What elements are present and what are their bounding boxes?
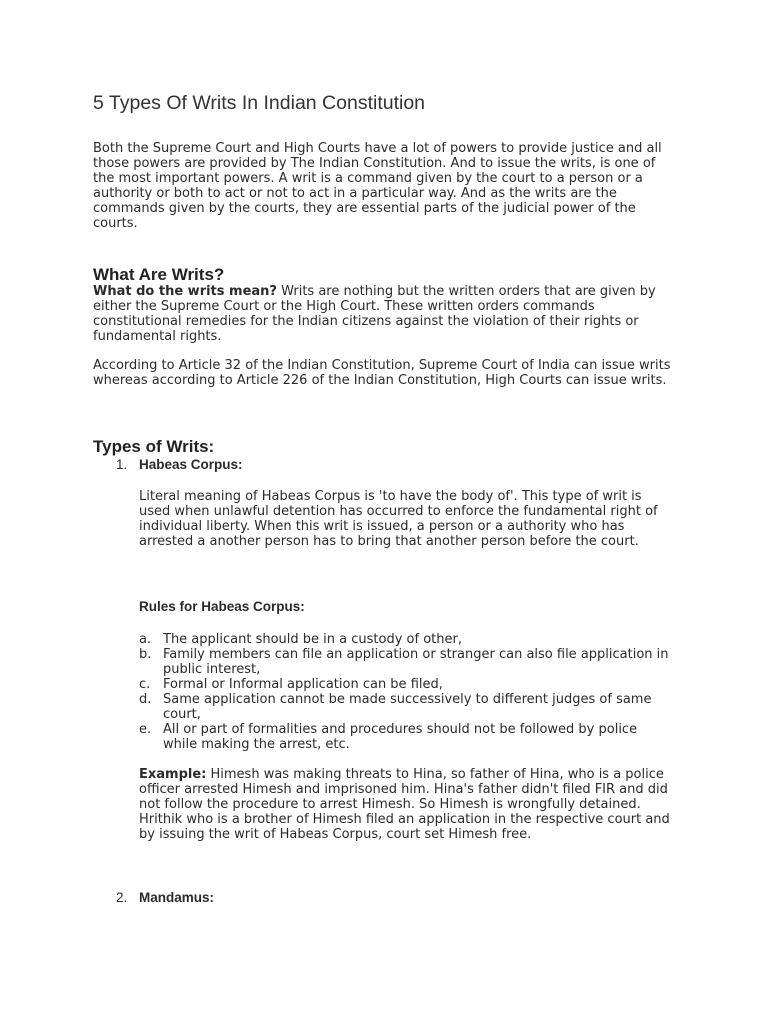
example-paragraph (139, 767, 671, 842)
writs-meaning-text: Writs are nothing but the written orders that are given by either the Supreme Court or the High Court. These written orders commands constitutional remedies for the Indian citizens against the violation of their rights or fundamental rights. (93, 284, 656, 344)
list-item-habeas-corpus (116, 457, 243, 472)
rules-list (116, 632, 671, 752)
writs-meaning-label: What do the writs mean? (93, 284, 277, 299)
rules-heading: Rules for Habeas Corpus: (139, 599, 305, 614)
example-label: Example: (139, 767, 207, 782)
list-item: e. All or part of formalities and procedures should not be followed by police while making the arrest, etc. (139, 722, 638, 752)
habeas-meaning-paragraph: Literal meaning of Habeas Corpus is 'to have the body of'. This type of writ is used when unlawful detention has occurred to enforce the fundamental right of individual liberty. When this writ is issued, a person or a authority who has arrested a another person has to bring that another person before the court. (139, 489, 658, 549)
section-heading-what-are-writs: What Are Writs? (93, 265, 225, 284)
article-paragraph: According to Article 32 of the Indian Constitution, Supreme Court of India can issue writs whereas according to Article 226 of the Indian Constitution, High Courts can issue writs. (93, 358, 671, 388)
intro-paragraph: Both the Supreme Court and High Courts have a lot of powers to provide justice and all those powers are provided by The Indian Constitution. And to issue the writs, is one of the most important powers. A writ is a command given by the court to a person or a authority or both to act or not to act in a particular way. And as the writs are the commands given by the courts, they are essential parts of the judicial power of the courts. (93, 141, 662, 231)
list-item: a. The applicant should be in a custody of other, (139, 632, 462, 647)
list-item-number: 1. (116, 457, 128, 472)
writs-meaning-paragraph (93, 284, 678, 344)
list-item: d. Same application cannot be made successively to different judges of same court, (139, 692, 652, 722)
list-item: b. Family members can file an application or stranger can also file application in public interest, (139, 647, 669, 677)
list-item-mandamus (116, 890, 214, 905)
example-text: Himesh was making threats to Hina, so father of Hina, who is a police officer arrested Himesh and imprisoned him. Hina's father didn't filed FIR and did not follow the procedure to arrest Himesh. So Himesh is wrongfully detained. Hrithik who is a brother of Himesh filed an application in the respective court and by issuing the writ of Habeas Corpus, court set Himesh free. (139, 767, 670, 842)
list-item: c. Formal or Informal application can be filed, (139, 677, 443, 692)
list-item-label: Mandamus: (139, 890, 215, 905)
page-title: 5 Types Of Writs In Indian Constitution (93, 92, 426, 114)
section-heading-types-of-writs: Types of Writs: (93, 437, 215, 456)
list-item-label: Habeas Corpus: (139, 457, 243, 472)
list-item-number: 2. (116, 890, 128, 905)
